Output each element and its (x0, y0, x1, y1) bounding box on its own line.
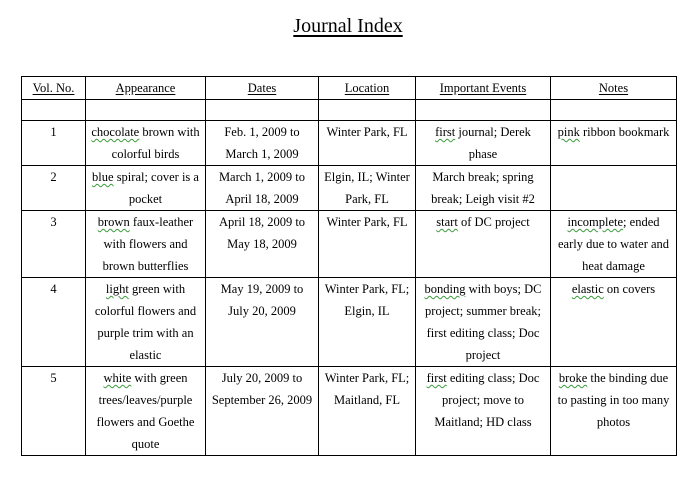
dates-cell: March 1, 2009 to April 18, 2009 (206, 166, 319, 211)
events-text: with boys; DC project; summer break; first editing class; Doc project (425, 282, 542, 362)
spell-flag: first (435, 125, 456, 139)
events-cell (416, 278, 551, 367)
blank-cell (319, 100, 416, 121)
appearance-text: green with colorful flowers and purple trim with an elastic (94, 282, 197, 362)
header-appearance: Appearance (86, 77, 206, 100)
location-cell: Winter Park, FL (319, 121, 416, 166)
appearance-text: spiral; cover is a pocket (113, 170, 199, 206)
events-cell (416, 211, 551, 278)
spell-flag: broke (558, 371, 588, 385)
appearance-cell (86, 166, 206, 211)
location-cell: Winter Park, FL; Elgin, IL (319, 278, 416, 367)
appearance-cell (86, 367, 206, 456)
spell-flag: chocolate (91, 125, 140, 139)
spell-flag: white (103, 371, 132, 385)
blank-cell (551, 100, 677, 121)
spell-flag: blue (92, 170, 114, 184)
table-row (22, 166, 677, 211)
spell-flag: pink (557, 125, 580, 139)
events-text: editing class; Doc project; move to Maitland; HD class (434, 371, 540, 429)
blank-cell (86, 100, 206, 121)
events-text: March break; spring break; Leigh visit #2 (431, 170, 535, 206)
spell-flag: elastic (571, 282, 604, 296)
appearance-cell (86, 278, 206, 367)
table-row (22, 121, 677, 166)
dates-cell: July 20, 2009 to September 26, 2009 (206, 367, 319, 456)
journal-index-table (21, 76, 677, 456)
events-text: journal; Derek phase (455, 125, 531, 161)
dates-cell: May 19, 2009 to July 20, 2009 (206, 278, 319, 367)
spell-flag: first (426, 371, 447, 385)
vol-cell: 4 (22, 278, 86, 367)
appearance-text: with green trees/leaves/purple flowers and Goethe quote (96, 371, 195, 451)
header-events: Important Events (416, 77, 551, 100)
blank-cell (206, 100, 319, 121)
vol-cell: 2 (22, 166, 86, 211)
page-title: Journal Index (293, 15, 403, 37)
table-row (22, 211, 677, 278)
location-cell: Winter Park, FL; Maitland, FL (319, 367, 416, 456)
vol-cell: 3 (22, 211, 86, 278)
appearance-text: brown with colorful birds (111, 125, 200, 161)
vol-cell: 1 (22, 121, 86, 166)
events-cell (416, 166, 551, 211)
appearance-cell (86, 211, 206, 278)
location-cell: Winter Park, FL (319, 211, 416, 278)
notes-cell (551, 166, 677, 211)
dates-cell: April 18, 2009 to May 18, 2009 (206, 211, 319, 278)
notes-cell (551, 278, 677, 367)
header-dates: Dates (206, 77, 319, 100)
notes-text: ribbon bookmark (579, 125, 670, 139)
dates-cell: Feb. 1, 2009 to March 1, 2009 (206, 121, 319, 166)
spell-flag: start (436, 215, 458, 229)
notes-text: ; ended early due to water and heat damage (557, 215, 670, 273)
events-text: of DC project (457, 215, 530, 229)
notes-text: the binding due to pasting in too many photos (557, 371, 670, 429)
blank-row (22, 100, 677, 121)
appearance-cell (86, 121, 206, 166)
table-row (22, 367, 677, 456)
table-row (22, 278, 677, 367)
blank-cell (416, 100, 551, 121)
spell-flag: brown (97, 215, 130, 229)
location-cell: Elgin, IL; Winter Park, FL (319, 166, 416, 211)
notes-cell (551, 121, 677, 166)
notes-cell (551, 367, 677, 456)
header-row (22, 77, 677, 100)
events-cell (416, 367, 551, 456)
vol-cell: 5 (22, 367, 86, 456)
header-notes: Notes (551, 77, 677, 100)
events-cell (416, 121, 551, 166)
header-location: Location (319, 77, 416, 100)
spell-flag: incomplete (567, 215, 624, 229)
appearance-text: faux-leather with flowers and brown butterflies (102, 215, 194, 273)
header-vol: Vol. No. (22, 77, 86, 100)
spell-flag: bonding (424, 282, 466, 296)
blank-cell (22, 100, 86, 121)
notes-text: on covers (603, 282, 656, 296)
notes-cell (551, 211, 677, 278)
spell-flag: light (105, 282, 129, 296)
